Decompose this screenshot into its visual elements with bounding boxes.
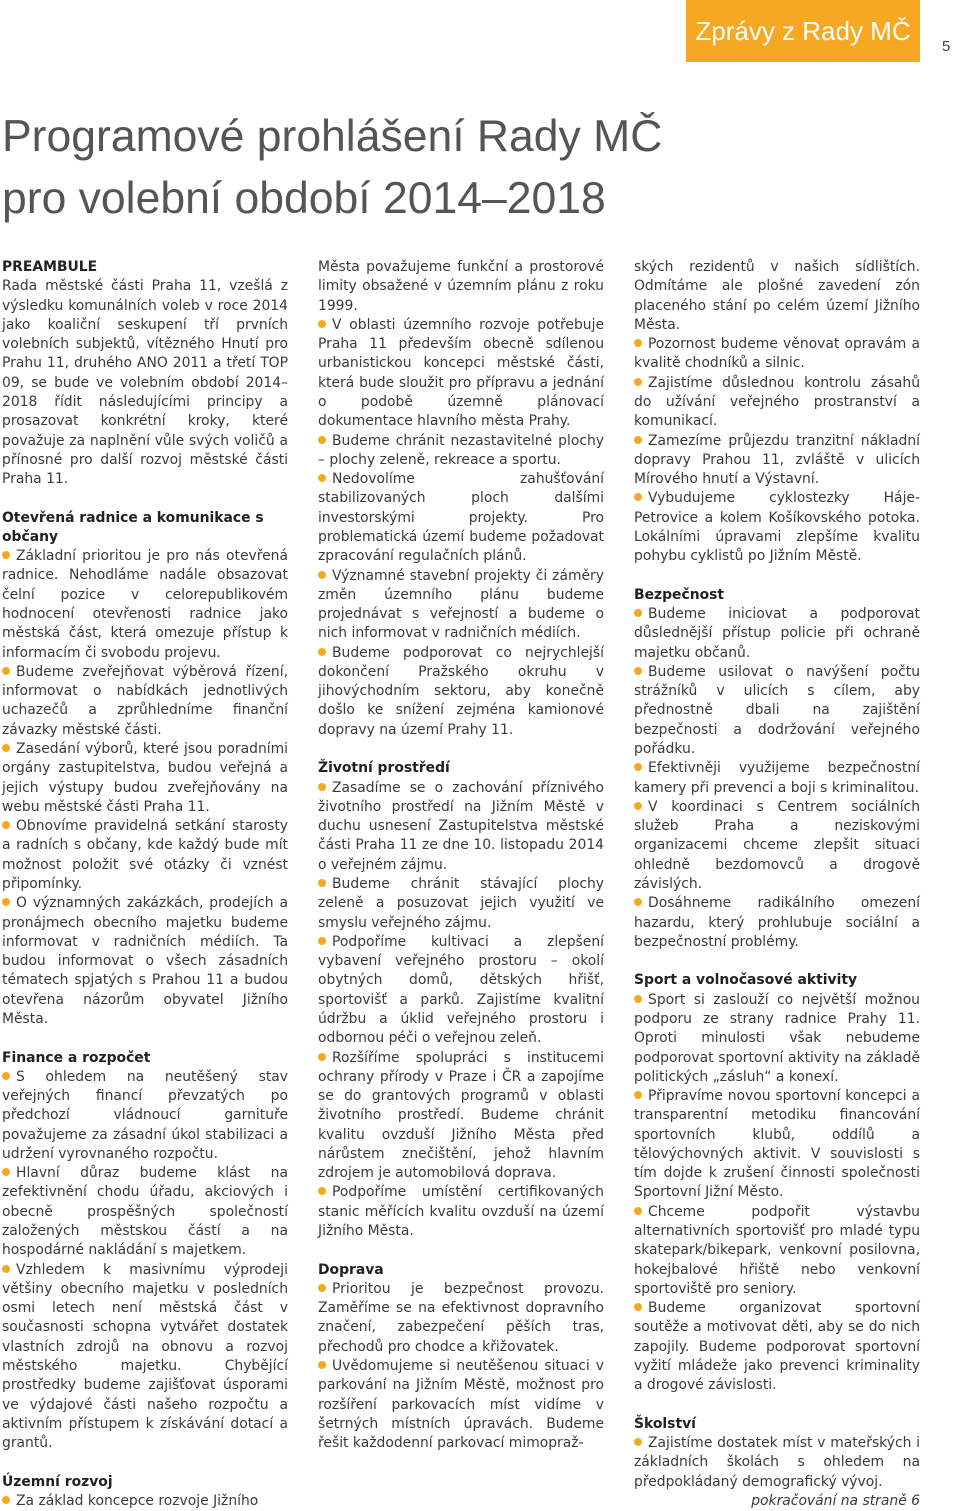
bullet-paragraph: Budeme usilovat o navýšení počtu strážníků v ulicích s cílem, aby přednostně dbali na zajištění bezpečnosti a dodržování veřejného pořádku. [634,663,920,759]
paragraph: ských rezidentů v našich sídlištích. Odmítáme ale plošné zavedení zón placeného stání po celém území Jižního Města. [634,259,920,333]
bullet-paragraph: Významné stavební projekty či záměry změn územního plánu budeme projednávat s veřejností a budeme o nich informovat v radničních médiích. [318,567,604,644]
bullet-paragraph: Hlavní důraz budeme klást na zefektivnění chodu úřadu, akciových i obecně prospěšných společností založených městskou částí a na hospodárné nakládání s majetkem. [2,1164,288,1260]
page-title [2,106,662,230]
bullet-paragraph: Obnovíme pravidelná setkání starosty a radních s občany, kde každý bude mít možnost položit své otázky či vznést připomínky. [2,817,288,894]
bullet-paragraph: Vybudujeme cyklostezky Háje-Petrovice a kolem Košíkovského potoka. Lokálními úpravami zlepšíme kvalitu pohybu cyklistů po Jižním Městě. [634,489,920,566]
section-heading: Sport a volnočasové aktivity [634,972,858,989]
bullet-paragraph: Chceme podpořit výstavbu alternativních sportovišť pro mladé typu skatepark/bikepark, venkovní posilovna, hokejbalové hřiště nebo venkovní sportoviště pro seniory. [634,1203,920,1299]
continuation-note: pokračování na straně 6 [751,1492,920,1509]
bullet-paragraph: Zajistíme dostatek míst v mateřských i základních školách s ohledem na předpokládaný demografický vývoj. [634,1434,920,1492]
bullet-paragraph: S ohledem na neutěšený stav veřejných financí převzatých po předchozí vládnoucí garnituře považujeme za zásadní úkol stabilizaci a udržení vyrovnaného rozpočtu. [2,1068,288,1164]
bullet-paragraph: Základní prioritou je pro nás otevřená radnice. Nehodláme nadále obsazovat čelní pozice v celorepublikovém hodnocení otevřenosti radnice jako městská část, která omezuje přístup k informacím či svobodu projevu. [2,547,288,663]
section-heading: Otevřená radnice a komunikace s občany [2,509,264,545]
bullet-paragraph: Budeme podporovat co nejrychlejší dokončení Pražského okruhu v jihovýchodním sektoru, aby konečně došlo ke snížení zejména kamionové dopravy na území Prahy 11. [318,644,604,740]
bullet-paragraph: Budeme organizovat sportovní soutěže a motivovat děti, aby se do nich zapojily. Budeme podporovat sportovní vyžití mládeže jako prevenci kriminality a drogové závislosti. [634,1299,920,1395]
bullet-paragraph: Podpoříme umístění certifikovaných stanic měřících kvalitu ovzduší na území Jižního Města. [318,1183,604,1241]
bullet-paragraph: Efektivněji využijeme bezpečnostní kamery při prevenci a boji s kriminalitou. [634,759,920,798]
bullet-paragraph: Zamezíme průjezdu tranzitní nákladní dopravy Prahou 11, zvláště v ulicích Mírového hnutí a Výstavní. [634,432,920,490]
bullet-paragraph: Uvědomujeme si neutěšenou situaci v parkování na Jižním Městě, možnost pro rozšíření parkovacích míst vidíme v šetrných místních úpravách. Budeme řešit každodenní parkovací mimopraž- [318,1357,604,1453]
bullet-paragraph: V koordinaci s Centrem sociálních služeb Praha a neziskovými organizacemi chceme zlepšit situaci ohledně bezdomovců a drogově závislých. [634,798,920,894]
bullet-paragraph: Budeme iniciovat a podporovat důslednější přístup policie při ochraně majetku občanů. [634,605,920,663]
bullet-paragraph: Pozornost budeme věnovat opravám a kvalitě chodníků a silnic. [634,335,920,374]
bullet-paragraph: Budeme chránit stávající plochy zeleně a posuzovat jejich využití ve smyslu veřejného zájmu. [318,875,604,933]
column-1 [2,258,288,1511]
bullet-paragraph: Dosáhneme radikálního omezení hazardu, který prohlubuje sociální a bezpečnostní problémy. [634,894,920,952]
bullet-paragraph: Vzhledem k masivnímu výprodeji většiny obecního majetku v posledních osmi letech není městská část v současnosti schopna vytvářet dostatek vlastních zdrojů na obnovu a rozvoj městského majetku. Chybějící prostředky budeme zajišťovat úsporami ve výdajové části našeho rozpočtu a aktivním přístupem k získávání dotací a grantů. [2,1261,288,1454]
section-heading: Školství [634,1415,696,1432]
title-line-1: Programové prohlášení Rady MČ [2,112,663,161]
title-line-2: pro volební období 2014–2018 [2,174,606,223]
bullet-paragraph: Podpoříme kultivaci a zlepšení vybavení veřejného prostoru – okolí obytných domů, dětských hřišť, sportovišť a parků. Zajistíme kvalitní údržbu a úklid veřejného prostoru i odbornou péči o veřejnou zeleň. [318,933,604,1049]
section-heading: Doprava [318,1261,384,1278]
page-number: 5 [942,38,951,55]
section-heading: PREAMBULE [2,259,98,275]
bullet-paragraph: Rozšíříme spolupráci s institucemi ochrany přírody v Praze i ČR a zapojíme se do grantových programů v oblasti životního prostředí. Budeme chránit kvalitu ovzduší Jižního Města před nárůstem znečištění, jehož hlavním zdrojem je automobilová doprava. [318,1049,604,1184]
bullet-paragraph: Budeme zveřejňovat výběrová řízení, informovat o nabídkách jednotlivých uchazečů a zprůhledníme finanční závazky městské části. [2,663,288,740]
section-heading: Bezpečnost [634,586,725,603]
bullet-paragraph: O významných zakázkách, prodejích a pronájmech obecního majetku budeme informovat v radničních médiích. Ta budou informovat o všech zásadních tématech spjatých s Prahou 11 a budou otevřena názorům obyvatel Jižního Města. [2,894,288,1029]
column-3 [634,258,920,1511]
bullet-paragraph: Zasedání výborů, které jsou poradními orgány zastupitelstva, budou veřejná a jejich výstupy budou zveřejňovány na webu městské části Praha 11. [2,740,288,817]
bullet-paragraph: Za základ koncepce rozvoje Jižního [2,1492,288,1511]
column-2 [318,258,604,1453]
section-heading: Finance a rozpočet [2,1049,151,1066]
paragraph: Města považujeme funkční a prostorové limity obsažené v územním plánu z roku 1999. [318,259,604,314]
paragraph: Rada městské části Praha 11, vzešlá z výsledku komunálních voleb v roce 2014 jako koaliční seskupení tří prvních volebních subjektů, vítězného Hnutí pro Prahu 11, druhého ANO 2011 a třetí TOP 09, se bude ve volebním období 2014–2018 řídit následujícími principy a prosazovat konkrétní kroky, které považuje za naplnění vůle svých voličů a přínosné pro další rozvoj městské části Praha 11. [2,278,288,488]
bullet-paragraph: Budeme chránit nezastavitelné plochy – plochy zeleně, rekreace a sportu. [318,432,604,471]
bullet-paragraph: Zajistíme důslednou kontrolu zásahů do užívání veřejného prostranství a komunikací. [634,374,920,432]
section-heading: Životní prostředí [318,760,450,777]
bullet-paragraph: Připravíme novou sportovní koncepci a transparentní metodiku financování sportovních klubů, oddílů a tělovýchovných aktivit. V souvislosti s tím dojde k zrušení činnosti společnosti Sportovní Jižní Město. [634,1087,920,1203]
bullet-paragraph: Nedovolíme zahušťování stabilizovaných ploch dalšími investorskými projekty. Pro problematická území budeme požadovat zpracování regulačních plánů. [318,470,604,566]
bullet-paragraph: Zasadíme se o zachování příznivého životního prostředí na Jižním Městě v duchu usnesení Zastupitelstva městské části Praha 11 ze dne 10. listopadu 2014 o veřejném zájmu. [318,779,604,875]
section-heading: Územní rozvoj [2,1473,113,1490]
bullet-paragraph: V oblasti územního rozvoje potřebuje Praha 11 především obecně sdílenou urbanistickou koncepci městské části, která bude sloužit pro přípravu a jednání o podobě územně plánovací dokumentace hlavního města Prahy. [318,316,604,432]
section-tab: Zprávy z Rady MČ [686,0,920,62]
bullet-paragraph: Prioritou je bezpečnost provozu. Zaměříme se na efektivnost dopravního značení, zabezpečení pěších tras, přechodů pro chodce a křižovatek. [318,1280,604,1357]
bullet-paragraph: Sport si zaslouží co největší možnou podporu ze strany radnice Prahy 11. Oproti minulosti však nebudeme podporovat sportovní aktivity na základě politických „zásluh“ a konexí. [634,991,920,1087]
